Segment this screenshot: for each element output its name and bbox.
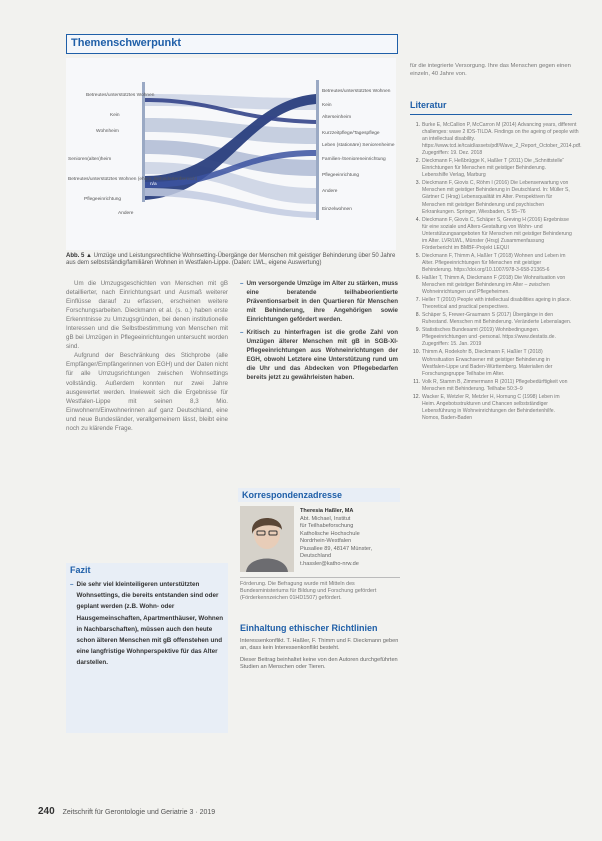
reference-text: Schäper S, Frewer-Graumann S (2017) Übergänge in den Ruhestand. Menschen mit Behinderung. Veränderte Lebenslagen. [422,312,572,326]
author-name: Theresia Haßler, MA [300,508,354,514]
caption-text: Umzüge und Leistungsrechtliche Wohnsetting-Übergänge der Menschen mit geistiger Behinderung über 50 Jahre aus dem selbstständig/familiären Wohnen in Westfalen-Lippe. (Daten: LWL, eigene Auswertung) [66,253,396,267]
bullet-item [240,279,398,324]
correspondence-header [238,488,400,502]
funding-note: Förderung. Die Befragung wurde mit Mitteln des Bundesministeriums für Bildung und Forschung gefördert (Förderkennzeichen 01HD1507) gefördert. [240,577,400,603]
bullet-marker-icon: – [240,280,244,287]
author-portrait-image [240,506,294,572]
reference-item: 6. Haßler T, Thimm A, Dieckmann F (2018) Die Wohnsituation von Menschen mit geistiger Behinderung im Alter – zwischen Wohneinrichtungen und Pflegeheimen. [410,275,572,296]
reference-text: Dieckmann F, Giovis C, Schäper S, Greving H (2016) Ergebnisse für eine soziale und Alters-Gestaltung von Wohn- und Unterstützungsangeboten für Menschen mit geistiger Behinderung im Alter. LVR/LWL, Münster (Hrsg) Zusammenfassung Förderbericht im BMBF-Projekt LEQUI [422,216,572,251]
reference-list [410,122,582,423]
email-link[interactable]: t.hassler@katho-nrw.de [300,560,359,567]
reference-text: Heller T (2010) People with intellectual disabilities ageing in place. Theoretical and practical perspectives. [422,297,572,311]
bullet-text: Um versorgende Umzüge im Alter zu stärken, muss eine beratende teilhabeorientierte Präventionsarbeit in den Quartieren für Menschen mit Behinderung, ihre Angehörigen sowie Einrichtungen gefördert werden. [246,280,398,324]
ethics-line: Interessenkonflikt. T. Haßler, F. Thimm und F. Dieckmann geben an, dass kein Interessenkonflikt besteht. [240,638,399,652]
reference-item: 4. Dieckmann F, Giovis C, Schäper S, Greving H (2016) Ergebnisse für eine soziale und Alters-Gestaltung von Wohn- und Unterstützungsangeboten für Menschen mit geistiger Behinderung im Alter. LVR/LWL, Münster (Hrsg) Zusammenfassung Förderbericht im BMBF-Projekt LEQUI [415,216,572,251]
left-label-1: Betreutes/unterstütztes Wohnen [86,93,155,98]
reference-text: Thimm A, Rodekohr B, Dieckmann F, Haßler T (2018) Wohnsituation Erwachsener mit geistiger Behinderung in Westfalen-Lippe und Baden-Württemberg. Materialien der Forschungsgruppe Teilhabe im Alter. [422,349,553,377]
left-label-3: Wohnheim [96,129,119,134]
paragraph-2: Aufgrund der Beschränkung des Stichprobe (alle Empfänger/Empfängerinnen von EGH) und der Daten nicht für alle Umzugsrichtungen zwischen Wohnsettings vollständig. Außerdem konnten nur zwei Jahre ausgewertet werden. Inwieweit sich die Ergebnisse für Westfalen-Lippe mit seinen 8,3 Mio. Einwohnern/Einwohnerinnen auf ganz Deutschland, eine und neue Bundesländer, verallgemeinern lässt, bleibt eine noch zu klärende Frage. [66,352,228,432]
right-label-9: Einzelwohnen [322,207,352,212]
ethics-line: Dieser Beitrag beinhaltet keine von den Autoren durchgeführten Studien an Menschen oder Tieren. [240,656,398,671]
reference-text: Burke E, McCallion P, McCarron M (2014) Advancing years, different challenges: wave 2 IDS-TILDA. Findings on the ageing of people with an intellectual disability. https://www.tcd.ie/tcaid/assets/pdf/Wave_2_Report_October_2014.pdf. Zugegriffen: 19. Dez. 2018 [422,122,582,157]
reference-text: Dieckmann F, Thimm A, Haßler T (2018) Wohnen und Leben im Alter. Pflegeeinrichtungen für Menschen mit geistiger Behinderung. https://doi.org/10.1007/978-3-658-21365-6 [422,252,566,273]
reference-item: 12. Wacker E, Wetzler R, Metzler H, Hornung C (1998) Leben im Heim. Angebotsstrukturen und Chancen selbstständiger Lebensführung in Wohneinrichtungen der Behindertenhilfe. Nomos, Baden-Baden [410,394,572,422]
left-label-4: Senioren(alten)heim [68,157,112,162]
left-label-7: Andere [118,211,134,216]
right-label-7: Pflegeeinrichtung [322,173,360,178]
fazit-text [70,579,224,669]
bullet-text: Kritisch zu hinterfragen ist die große Zahl von Umzügen älterer Menschen mit gB in SGB-XI-Pflegeeinrichtungen aus Wohneinrichtungen der EGH, obwohl Letztere eine Unterstützung rund um die Uhr und das Abdecken von Pflegebedarfen bereits jetzt zu gewährleisten haben. [246,329,398,382]
journal-name: Zeitschrift für Gerontologie und Geriatrie 3 · 2019 [62,809,216,816]
address-line: Abt. Michael, Institut [300,515,351,522]
address-line: Piusallee 89, 48147 Münster, [300,545,373,552]
fazit-title: Fazit [70,565,91,575]
bullet-marker-icon: – [70,581,74,588]
reference-text: Haßler T, Thimm A, Dieckmann F (2018) Die Wohnsituation von Menschen mit geistiger Behinderung im Alter – zwischen Wohneinrichtungen und Pflegeheimen. [422,274,566,296]
right-label-2: Kein [322,103,332,108]
right-label-6: Familien-/Senioreneinrichtung [322,157,386,162]
reference-item: 11. Volk R, Stamm B, Zimmermann R (2011) Pflegebedürftigkeit von Menschen mit Behinderung. Teilhabe 50:3–9 [410,379,572,393]
flow-callout: n/a [150,182,157,187]
address-line: Katholische Hochschule [300,530,360,537]
right-label-1: Betreutes/unterstütztes Wohnen [322,89,391,94]
right-label-5: Leben (stationäre) Seniorenheime [322,143,395,148]
address-line: Deutschland [300,553,332,559]
bullet-item [240,328,398,382]
bullet-marker-icon: – [240,329,244,337]
paragraph-1: Um die Umzugsgeschichten von Menschen mit gB detaillierter, nach Einrichtungsart und Ausmaß weiterer Einflüsse darauf zu erfassen, erscheinen weitere Forschungsarbeiten. Dieckmann et al. (s. o.) haben erste Erkenntnisse zu Umzugsgründen, bei denen institutionelle Interessen und die Selbstbestimmung von Menschen mit gB bei Umzügen in Pflegeeinrichtungen untersucht worden sind. [66,280,228,351]
figure-caption [66,253,396,267]
left-label-5: Betreutes/unterstütztes Wohnen (ehem. Behindertenbereich) [68,177,198,182]
right-label-3: Alterseinheim [322,115,352,120]
address-line: Nordrhein-Westfalen [300,538,352,544]
fazit-bullet-text: Die sehr viel kleinteiligeren unterstützten Wohnsettings, die bereits entstanden sind oder geplant werden (z.B. Wohn- oder Hausgemeinschaften, Apartmenthäuser, Wohnen in Nachbarschaften), müssen auch den heute schon älteren Menschen mit gB offenstehen und eine langfristige Wohnperspektive für das Alter darstellen. [76,581,224,667]
ethics-text [240,638,400,672]
page-footer [38,806,215,817]
reference-item: 7. Heller T (2010) People with intellectual disabilities ageing in place. Theoretical and practical perspectives. [415,297,572,311]
caption-label: Abb. 5 ▲ [66,253,92,259]
left-label-2: Kein [110,113,120,118]
correspondence-address [300,508,400,568]
sankey-figure [66,58,396,250]
fazit-bullet [70,579,224,669]
reference-text: Dieckmann F, Heßbrügge K, Haßler T (2011) Die „Schnittstelle“ Einrichtungen für Menschen mit geistiger Behinderung. Lebenshilfe Verlag, Marburg [422,158,565,179]
reference-text: Wacker E, Wetzler R, Metzler H, Hornung C (1998) Leben im Heim. Angebotsstrukturen und Chancen selbstständiger Lebensführung in Wohneinrichtungen der Behindertenhilfe. Nomos, Baden-Baden [422,393,560,421]
left-label-6: Pflegeeinrichtung [84,197,122,202]
continued-text: für die integrierte Versorgung. Ihre das Menschen gegen einen einzeln, 40 Jahre von. [410,63,571,78]
reference-text: Statistisches Bundesamt (2019) Wohnbedingungen. Pflegeeinrichtungen und -personal. https://www.destatis.de. Zugegriffen: 15. Jan. 2019 [422,327,556,348]
reference-text: Dieckmann F, Giovis C, Röhm I (2016) Die Lebenserwartung von Menschen mit geistiger Behinderung in Deutschland. In: Müller S, Gärtner C (Hrsg) Lebensqualität im Alter. Perspektiven für Menschen mit geistiger Behinderung und psychischen Erkrankungen. Springer, Wiesbaden, S 55–76 [422,180,570,215]
section-title: Themenschwerpunkt [71,37,182,49]
reference-item: 10. Thimm A, Rodekohr B, Dieckmann F, Haßler T (2018) Wohnsituation Erwachsener mit geistiger Behinderung in Westfalen-Lippe und Baden-Württemberg. Materialien der Forschungsgruppe Teilhabe im Alter. [410,349,572,377]
page-number: 240 [38,806,55,817]
literature-title: Literatur [410,100,447,110]
body-column-left [66,279,228,433]
body-column-middle [240,279,398,387]
reference-item: 5. Dieckmann F, Thimm A, Haßler T (2018) Wohnen und Leben im Alter. Pflegeeinrichtungen für Menschen mit geistiger Behinderung. https://doi.org/10.1007/978-3-658-21365-6 [410,253,572,274]
literature-header [410,100,572,115]
right-label-8: Andere [322,189,338,194]
address-line: für Teilhabeforschung [300,523,354,529]
reference-item: 2. Dieckmann F, Heßbrügge K, Haßler T (2011) Die „Schnittstelle“ Einrichtungen für Menschen mit geistiger Behinderung. Lebenshilfe Verlag, Marburg [410,158,572,179]
reference-text: Volk R, Stamm B, Zimmermann R (2011) Pflegebedürftigkeit von Menschen mit Behinderung. Teilhabe 50:3–9 [422,378,568,392]
author-photo [240,506,294,572]
sankey-diagram [66,58,396,250]
correspondence-title: Korrespondenzadresse [242,490,343,500]
section-header [66,34,398,54]
fazit-box [66,563,228,733]
right-label-4: Kurzzeitpflege/Tagespflege [322,131,380,136]
reference-item: 1. Burke E, McCallion P, McCarron M (2014) Advancing years, different challenges: wave 2 IDS-TILDA. Findings on the ageing of people with an intellectual disability. https://www.tcd.ie/tcaid/assets/pdf/Wave_2_Report_October_2014.pdf. Zugegriffen: 19. Dez. 2018 [415,122,582,157]
ethics-title: Einhaltung ethischer Richtlinien [240,623,378,633]
reference-item: 3. Dieckmann F, Giovis C, Röhm I (2016) Die Lebenserwartung von Menschen mit geistiger Behinderung in Deutschland. In: Müller S, Gärtner C (Hrsg) Lebensqualität im Alter. Perspektiven für Menschen mit geistiger Behinderung und psychischen Erkrankungen. Springer, Wiesbaden, S 55–76 [410,180,572,215]
reference-item: 9. Statistisches Bundesamt (2019) Wohnbedingungen. Pflegeeinrichtungen und -personal. https://www.destatis.de. Zugegriffen: 15. Jan. 2019 [410,327,572,348]
reference-item: 8. Schäper S, Frewer-Graumann S (2017) Übergänge in den Ruhestand. Menschen mit Behinderung. Veränderte Lebenslagen. [415,312,572,326]
